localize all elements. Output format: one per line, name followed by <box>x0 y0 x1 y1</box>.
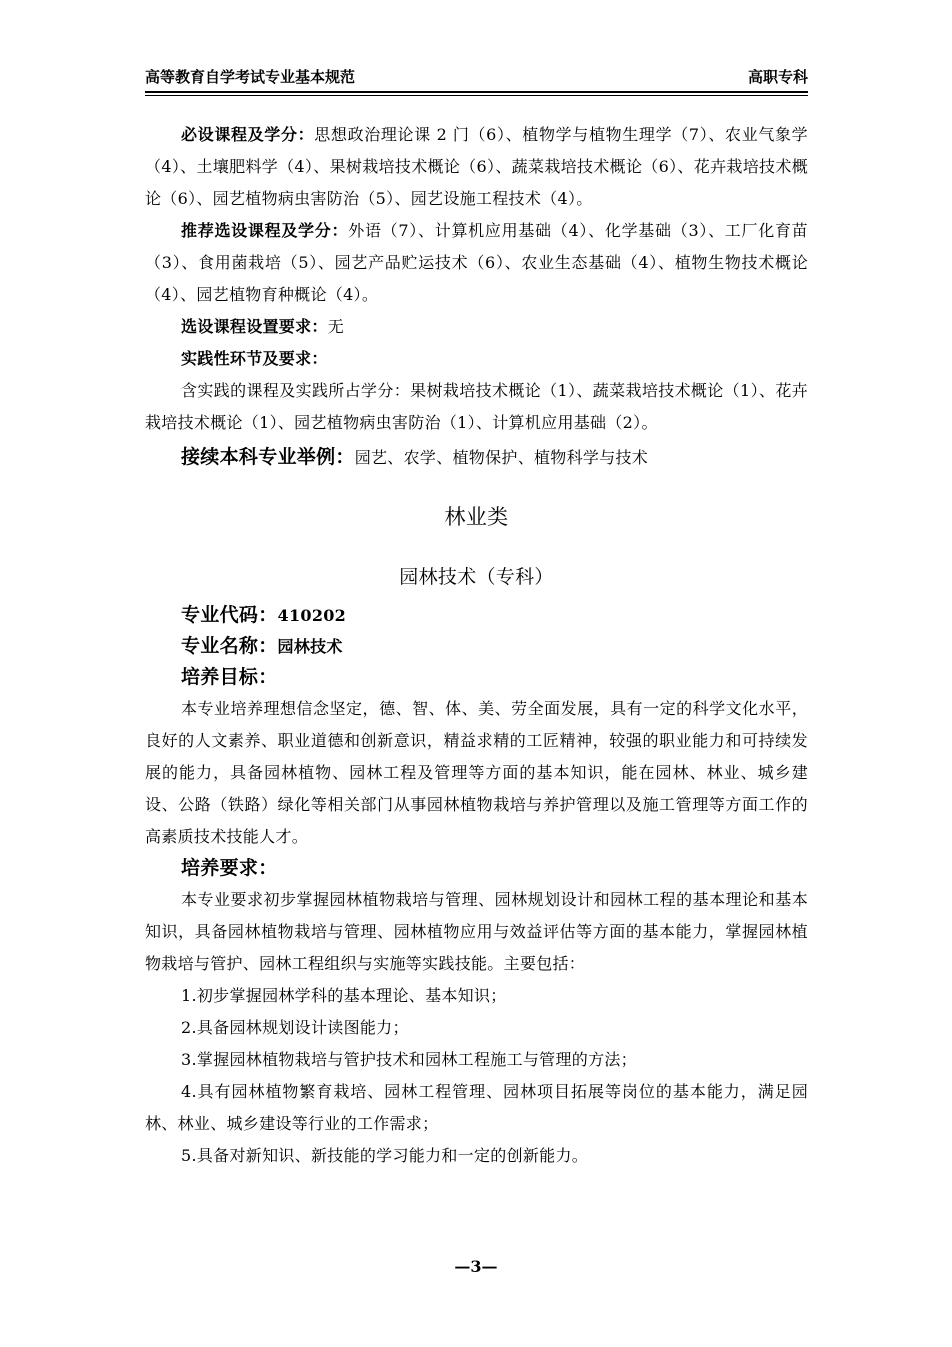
requirement-heading <box>145 853 808 884</box>
major-name-label: 专业名称： <box>181 635 278 657</box>
requirement-item: 4.具有园林植物繁育栽培、园林工程管理、园林项目拓展等岗位的基本能力，满足园林、林业、城乡建设等行业的工作需求； <box>145 1082 808 1133</box>
major-title: 园林技术（专科） <box>399 566 554 588</box>
practice-label: 实践性环节及要求： <box>181 349 328 368</box>
goal-label: 培养目标： <box>181 666 278 688</box>
goal-heading <box>145 662 808 693</box>
continuation-label: 接续本科专业举例： <box>181 446 355 468</box>
recommended-courses <box>145 215 808 311</box>
header-level: 高职专科 <box>747 68 808 86</box>
page-body <box>145 119 808 1172</box>
elective-requirement <box>145 311 808 343</box>
requirement-item: 1.初步掌握园林学科的基本理论、基本知识； <box>181 986 507 1005</box>
major-code-value: 410202 <box>277 606 347 625</box>
goal-text: 本专业培养理想信念坚定，德、智、体、美、劳全面发展，具有一定的科学文化水平，良好的人文素养、职业道德和创新意识，精益求精的工匠精神，较强的职业能力和可持续发展的能力，具备园林植物、园林工程及管理等方面的基本知识，能在园林、林业、城乡建设、公路（铁路）绿化等相关部门从事园林植物栽培与养护管理以及施工管理等方面工作的高素质技术技能人才。 <box>145 699 808 846</box>
elective-requirement-label: 选设课程设置要求： <box>181 317 328 336</box>
continuation-text: 园艺、农学、植物保护、植物科学与技术 <box>354 448 649 467</box>
practice-text: 含实践的课程及实践所占学分：果树栽培技术概论（1）、蔬菜栽培技术概论（1）、花卉栽培技术概论（1）、园艺植物病虫害防治（1）、计算机应用基础（2）。 <box>145 381 808 432</box>
required-courses-label: 必设课程及学分： <box>181 125 315 144</box>
required-courses-text: 思想政治理论课 2 门（6）、植物学与植物生理学（7）、农业气象学（4）、土壤肥料学（4）、果树栽培技术概论（6）、蔬菜栽培技术概论（6）、花卉栽培技术概论（6）、园艺植物病虫害防治（5）、园艺设施工程技术（4）。 <box>145 125 808 208</box>
requirement-item: 3.掌握园林植物栽培与管护技术和园林工程施工与管理的方法； <box>181 1050 637 1069</box>
practice-heading <box>145 343 808 375</box>
header-title: 高等教育自学考试专业基本规范 <box>145 68 356 86</box>
elective-requirement-text: 无 <box>327 317 345 336</box>
recommended-courses-text: 外语（7）、计算机应用基础（4）、化学基础（3）、工厂化育苗（3）、食用菌栽培（5）、园艺产品贮运技术（6）、农业生态基础（4）、植物生物技术概论（4）、园艺植物育种概论（4）。 <box>145 221 808 304</box>
major-name <box>145 631 808 662</box>
requirement-label: 培养要求： <box>181 857 278 879</box>
header-rule-thin <box>145 95 808 96</box>
requirement-item: 2.具备园林规划设计读图能力； <box>181 1018 409 1037</box>
major-code <box>145 600 808 631</box>
requirement-item: 5.具备对新知识、新技能的学习能力和一定的创新能力。 <box>181 1146 589 1165</box>
header-rule-thick <box>145 91 808 93</box>
running-header <box>145 66 808 90</box>
major-name-value: 园林技术 <box>277 637 343 656</box>
recommended-courses-label: 推荐选设课程及学分： <box>181 221 349 240</box>
major-code-label: 专业代码： <box>181 604 278 626</box>
category-title: 林业类 <box>444 505 509 529</box>
page-number: —3— <box>454 1257 498 1276</box>
requirement-text: 本专业要求初步掌握园林植物栽培与管理、园林规划设计和园林工程的基本理论和基本知识，具备园林植物栽培与管理、园林植物应用与效益评估等方面的基本能力，掌握园林植物栽培与管护、园林工程组织与实施等实践技能。主要包括： <box>145 890 808 973</box>
required-courses <box>145 119 808 215</box>
continuation <box>145 441 808 474</box>
